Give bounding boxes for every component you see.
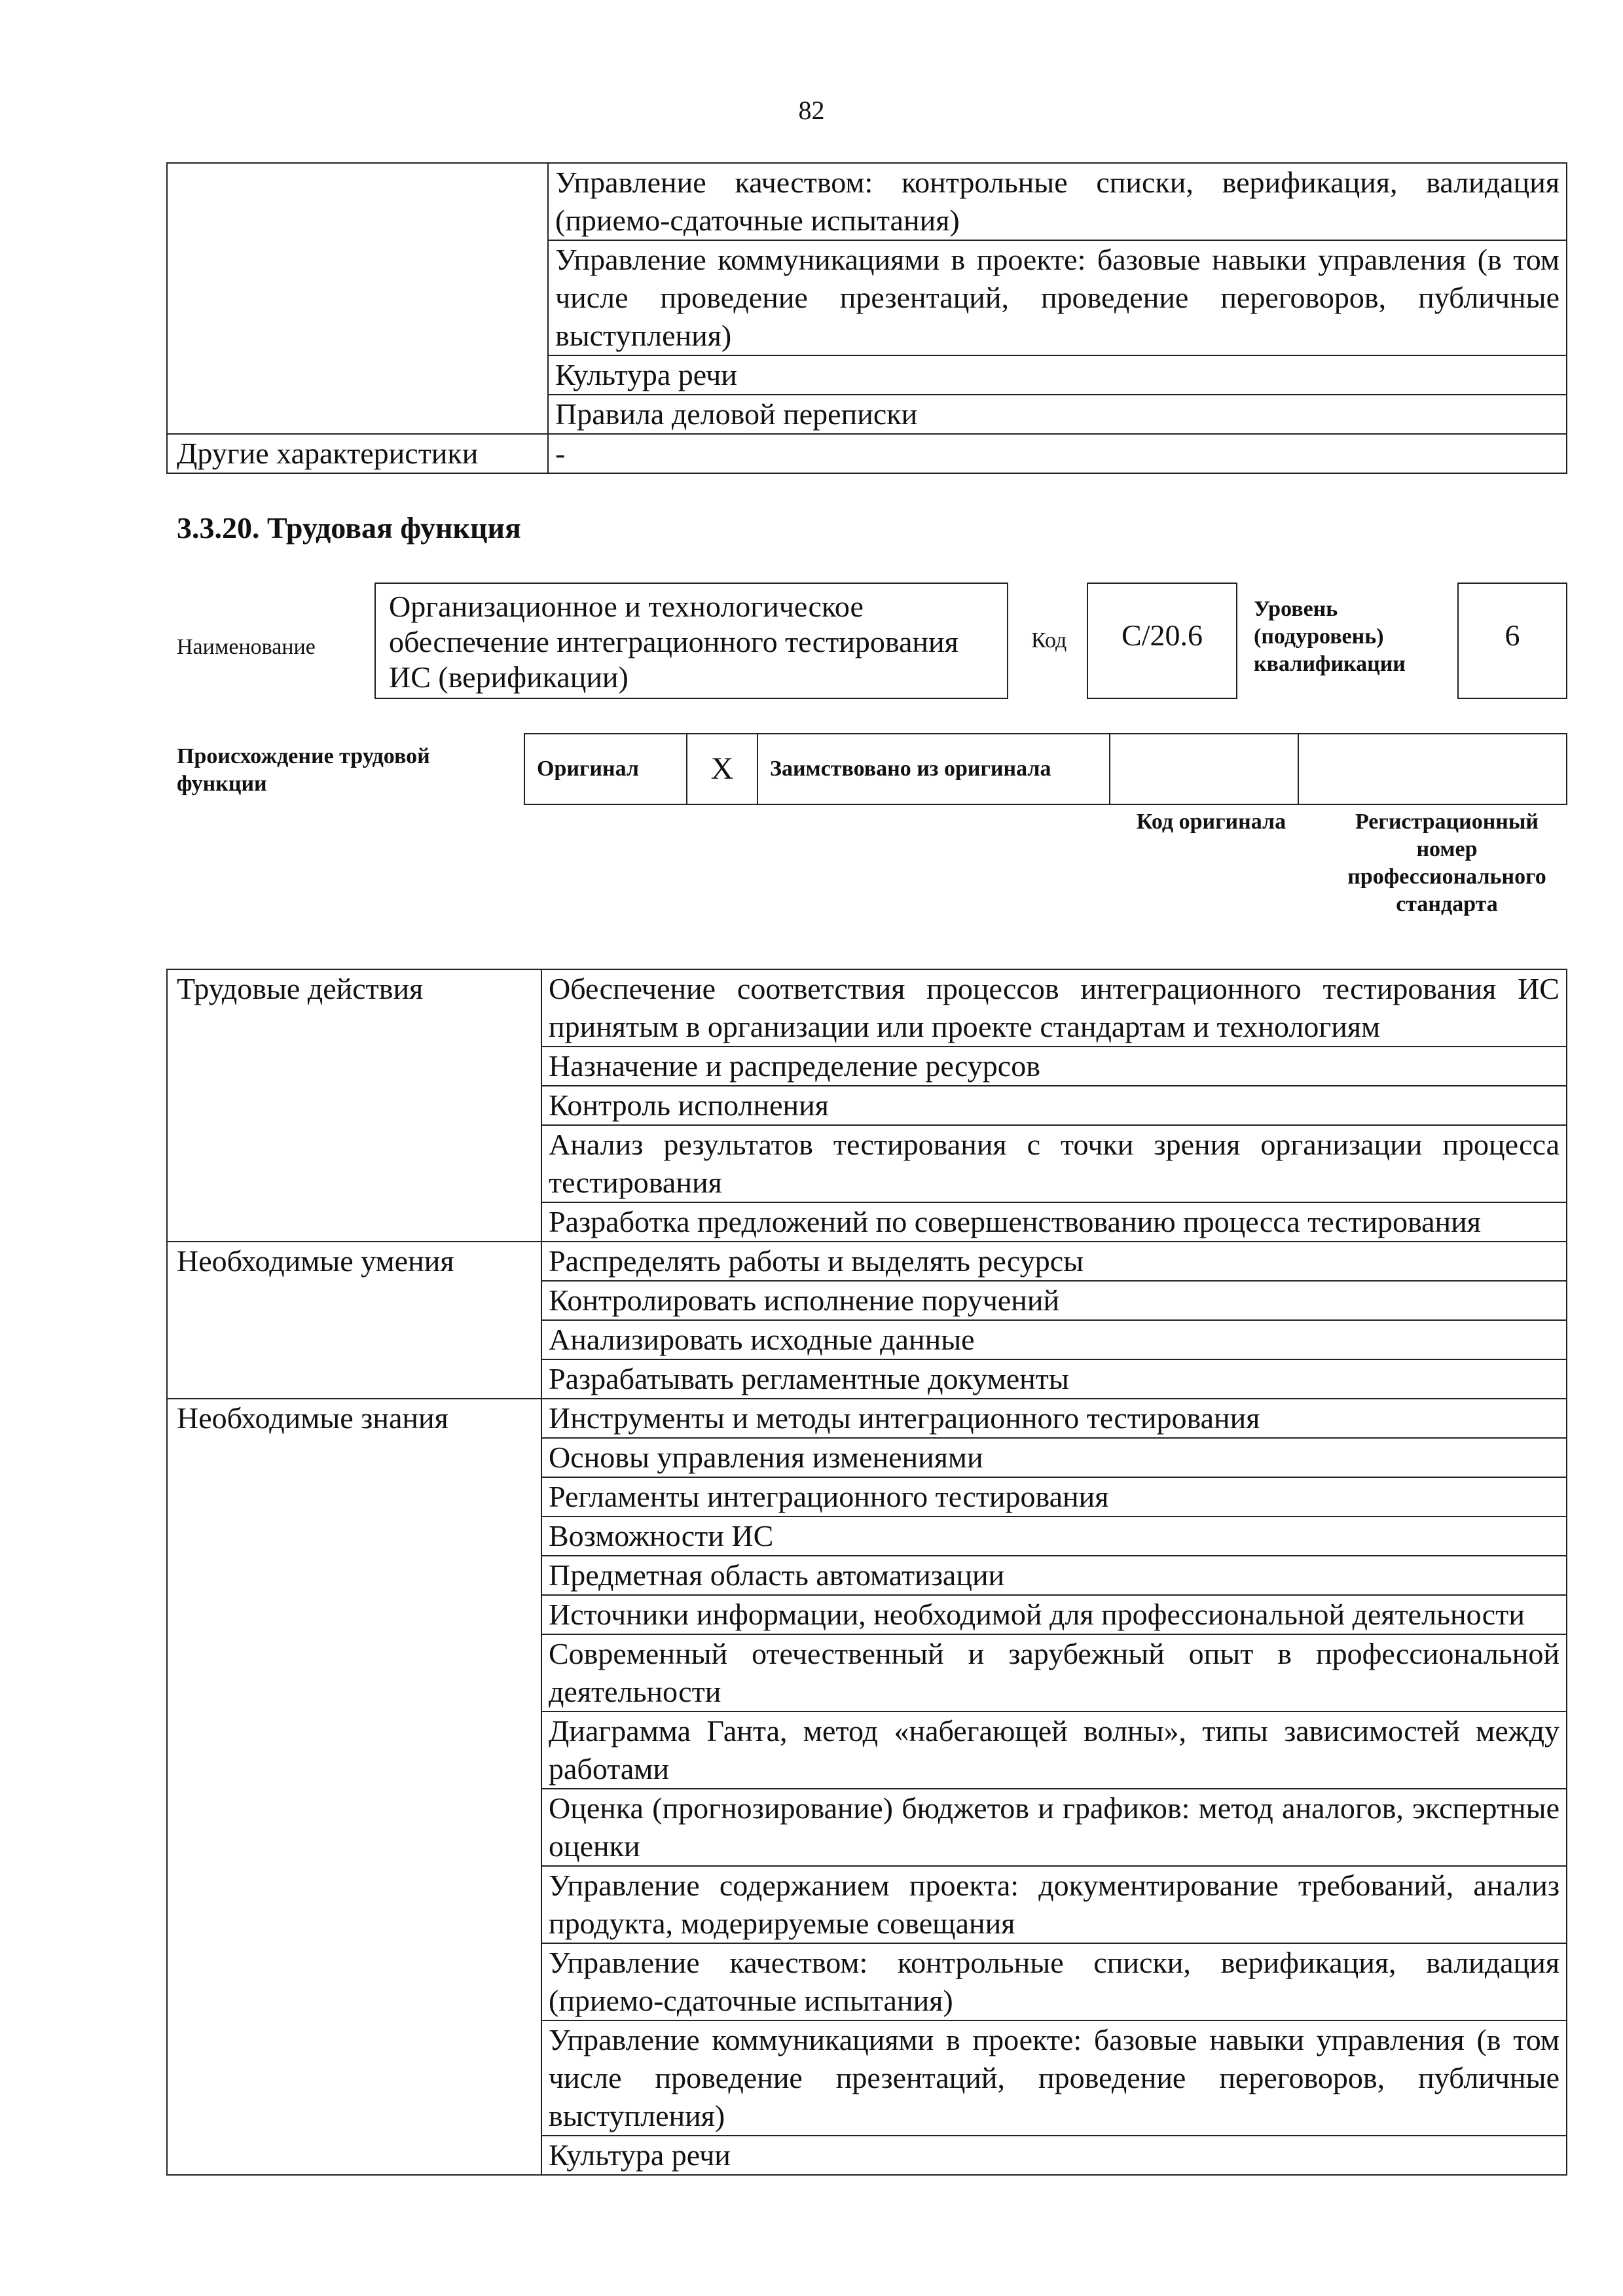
registration-number-cell: [1298, 734, 1567, 804]
top-table-row: Управление коммуникациями в проекте: базовые навыки управления (в том числе проведение презентаций, проведение переговоров, публичные выступления): [548, 240, 1567, 355]
function-code-label: Код: [1031, 628, 1067, 653]
knowledge-item: Возможности ИС: [541, 1516, 1567, 1556]
qualification-level-label: Уровень (подуровень) квалификации: [1254, 597, 1406, 676]
labor-action-item: Анализ результатов тестирования с точки зрения организации процесса тестирования: [541, 1125, 1567, 1202]
origin-table: [524, 733, 1567, 805]
function-code-box: C/20.6: [1087, 583, 1237, 699]
knowledge-item: Регламенты интеграционного тестирования: [541, 1477, 1567, 1516]
function-name-label: Наименование: [177, 635, 316, 659]
qualification-level-box: 6: [1457, 583, 1567, 699]
original-code-caption: Код оригинала: [1136, 810, 1286, 834]
page-number: 82: [798, 96, 825, 125]
labor-action-item: Обеспечение соответствия процессов интеграционного тестирования ИС принятым в организации или проекте стандартам и технологиям: [541, 969, 1567, 1047]
main-table: [166, 969, 1567, 2176]
labor-action-item: Контроль исполнения: [541, 1086, 1567, 1125]
top-table-row: Культура речи: [548, 355, 1567, 395]
knowledge-item: Инструменты и методы интеграционного тестирования: [541, 1399, 1567, 1438]
borrowed-label: Заимствовано из оригинала: [757, 734, 1110, 804]
knowledge-item: Современный отечественный и зарубежный опыт в профессиональной деятельности: [541, 1634, 1567, 1712]
labor-action-item: Разработка предложений по совершенствованию процесса тестирования: [541, 1202, 1567, 1242]
other-characteristics-value: -: [548, 434, 1567, 473]
knowledge-item: Предметная область автоматизации: [541, 1556, 1567, 1595]
knowledge-label: Необходимые знания: [167, 1399, 541, 2175]
knowledge-item: Управление содержанием проекта: документирование требований, анализ продукта, модерируемые совещания: [541, 1866, 1567, 1943]
labor-action-item: Назначение и распределение ресурсов: [541, 1047, 1567, 1086]
original-code-cell: [1110, 734, 1298, 804]
registration-number-caption: Регистрационный номер профессионального стандарта: [1347, 810, 1546, 916]
knowledge-item: Оценка (прогнозирование) бюджетов и графиков: метод аналогов, экспертные оценки: [541, 1789, 1567, 1866]
knowledge-item: Управление коммуникациями в проекте: базовые навыки управления (в том числе проведение презентаций, проведение переговоров, публичные выступления): [541, 2020, 1567, 2136]
labor-actions-label: Трудовые действия: [167, 969, 541, 1242]
skill-item: Распределять работы и выделять ресурсы: [541, 1242, 1567, 1281]
skill-item: Контролировать исполнение поручений: [541, 1281, 1567, 1320]
top-table-empty-label-cell: [167, 163, 548, 434]
knowledge-item: Диаграмма Ганта, метод «набегающей волны», типы зависимостей между работами: [541, 1712, 1567, 1789]
knowledge-item: Основы управления изменениями: [541, 1438, 1567, 1477]
original-label: Оригинал: [524, 734, 687, 804]
skill-item: Разрабатывать регламентные документы: [541, 1359, 1567, 1399]
other-characteristics-label: Другие характеристики: [167, 434, 548, 473]
section-title: 3.3.20. Трудовая функция: [177, 511, 521, 545]
knowledge-item: Источники информации, необходимой для профессиональной деятельности: [541, 1595, 1567, 1634]
function-name-box: Организационное и технологическое обеспечение интеграционного тестирования ИС (верификации): [374, 583, 1008, 699]
top-table: [166, 162, 1567, 474]
original-mark: X: [687, 734, 757, 804]
skills-label: Необходимые умения: [167, 1242, 541, 1399]
knowledge-item: Культура речи: [541, 2136, 1567, 2175]
top-table-row: Правила деловой переписки: [548, 395, 1567, 434]
knowledge-item: Управление качеством: контрольные списки, верификация, валидация (приемо-сдаточные испытания): [541, 1943, 1567, 2020]
origin-label: Происхождение трудовой функции: [177, 744, 430, 796]
top-table-row: Управление качеством: контрольные списки, верификация, валидация (приемо-сдаточные испытания): [548, 163, 1567, 240]
skill-item: Анализировать исходные данные: [541, 1320, 1567, 1359]
